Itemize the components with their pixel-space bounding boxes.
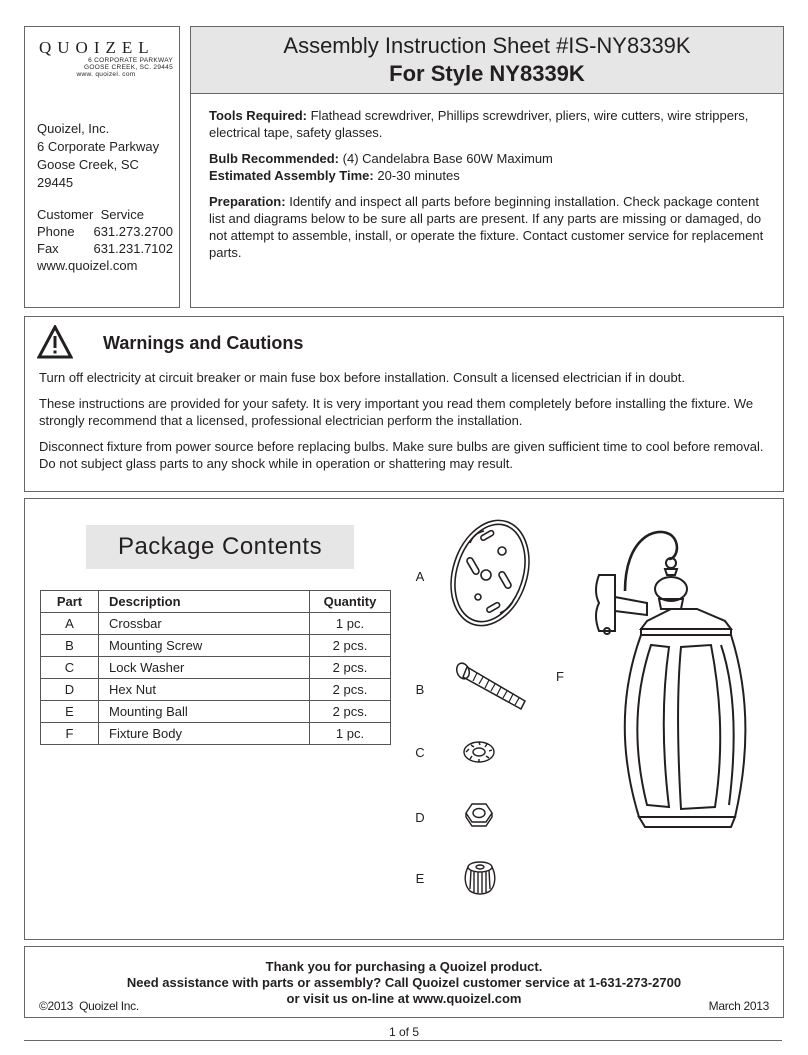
company-name: Quoizel, Inc. — [37, 121, 110, 136]
warning-paragraph: Turn off electricity at circuit breaker or main fuse box before installation. Consult a licensed electrician if in doubt. — [39, 370, 685, 385]
customer-service-label: Customer Service — [37, 207, 144, 222]
company-city: Goose Creek, SC — [37, 157, 139, 172]
company-website[interactable]: www.quoizel.com — [37, 258, 138, 273]
cell-description: Fixture Body — [99, 723, 310, 745]
warnings-title: Warnings and Cautions — [103, 333, 304, 353]
requirements-section — [209, 107, 769, 270]
table-header-row — [41, 591, 391, 613]
fixture-body-illustration — [585, 519, 765, 839]
company-address — [37, 120, 159, 192]
cell-part: C — [41, 657, 99, 679]
table-row — [41, 679, 391, 701]
company-info-box — [24, 26, 180, 308]
table-row — [41, 635, 391, 657]
table-row — [41, 723, 391, 745]
company-zip: 29445 — [37, 175, 74, 190]
logo-brand: QUOIZEL — [39, 38, 155, 57]
logo-address-line1: 6 CORPORATE PARKWAY — [88, 57, 173, 64]
company-contact — [37, 206, 173, 274]
prep-label: Preparation: — [209, 194, 286, 209]
col-quantity: Quantity — [310, 591, 391, 613]
cell-quantity: 2 pcs. — [310, 657, 391, 679]
tools-required — [209, 107, 769, 141]
tools-text: Flathead screwdriver, Phillips screwdriver, pliers, wire cutters, wire strippers, electrical tape, safety glasses. — [209, 108, 749, 140]
copyright: ©2013 Quoizel Inc. — [39, 999, 139, 1013]
mounting-ball-illustration — [462, 859, 498, 897]
cell-description: Hex Nut — [99, 679, 310, 701]
part-label-c: C — [415, 745, 425, 760]
quoizel-logo — [39, 39, 173, 78]
title-box — [190, 26, 784, 308]
warning-triangle-icon — [37, 325, 73, 359]
phone-label: Phone — [37, 224, 75, 239]
cell-quantity: 2 pcs. — [310, 701, 391, 723]
cell-quantity: 1 pc. — [310, 613, 391, 635]
cell-quantity: 2 pcs. — [310, 679, 391, 701]
warning-paragraph: Disconnect fixture from power source before replacing bulbs. Make sure bulbs are given sufficient time to cool before removal. Do not subject glass parts to any shock while in operation or shattering may result. — [39, 439, 764, 471]
footer-line1: Thank you for purchasing a Quoizel product. — [265, 959, 543, 974]
table-row — [41, 657, 391, 679]
cell-description: Lock Washer — [99, 657, 310, 679]
logo-url: www. quoizel. com — [76, 71, 136, 78]
cell-description: Mounting Screw — [99, 635, 310, 657]
table-row — [41, 613, 391, 635]
footer-line2: Need assistance with parts or assembly? Call Quoizel customer service at 1-631-273-2700 — [126, 975, 682, 990]
package-contents-title: Package Contents — [86, 525, 354, 569]
part-label-d: D — [415, 810, 425, 825]
lock-washer-illustration — [461, 739, 497, 767]
cell-part: F — [41, 723, 99, 745]
bulb-label: Bulb Recommended: — [209, 151, 340, 166]
title-band — [191, 27, 783, 94]
page-title: Assembly Instruction Sheet #IS-NY8339K — [283, 33, 691, 58]
mounting-screw-illustration — [453, 659, 533, 719]
part-label-f: F — [556, 669, 564, 684]
preparation — [209, 193, 769, 261]
time-label: Estimated Assembly Time: — [209, 168, 374, 183]
page-number: 1 of 5 — [388, 1025, 420, 1039]
parts-table — [40, 590, 391, 745]
part-label-e: E — [415, 871, 425, 886]
part-label-a: A — [415, 569, 425, 584]
col-description: Description — [99, 591, 310, 613]
bulb-text: (4) Candelabra Base 60W Maximum — [342, 151, 553, 166]
warnings-body — [39, 369, 779, 481]
cell-quantity: 1 pc. — [310, 723, 391, 745]
cell-description: Mounting Ball — [99, 701, 310, 723]
col-part: Part — [41, 591, 99, 613]
cell-quantity: 2 pcs. — [310, 635, 391, 657]
crossbar-illustration — [440, 513, 540, 633]
fax-label: Fax — [37, 241, 59, 256]
cell-part: B — [41, 635, 99, 657]
footer-line3: or visit us on-line at www.quoizel.com — [286, 991, 522, 1006]
footer-box — [24, 946, 784, 1018]
package-contents-box — [24, 498, 784, 940]
phone-row — [37, 223, 173, 240]
warnings-box — [24, 316, 784, 492]
bulb-recommended — [209, 150, 769, 167]
fax-number: 631.231.7102 — [93, 241, 173, 256]
logo-address-line2: GOOSE CREEK, SC. 29445 — [84, 64, 173, 71]
cell-part: D — [41, 679, 99, 701]
table-row — [41, 701, 391, 723]
assembly-time — [209, 167, 769, 184]
time-text: 20-30 minutes — [377, 168, 460, 183]
revision-date: March 2013 — [708, 999, 769, 1013]
page-subtitle: For Style NY8339K — [389, 61, 585, 86]
phone-number: 631.273.2700 — [93, 224, 173, 239]
cell-part: A — [41, 613, 99, 635]
cell-description: Crossbar — [99, 613, 310, 635]
part-label-b: B — [415, 682, 425, 697]
fax-row — [37, 240, 173, 257]
prep-text: Identify and inspect all parts before beginning installation. Check package content list and diagrams below to be sure all parts are present. If any parts are missing or damaged, do not attempt to assemble, install, or operate the fixture. Contact customer service for replacement parts. — [209, 194, 764, 260]
warning-paragraph: These instructions are provided for your safety. It is very important you read them completely before installing the fixture. We strongly recommend that a licensed, professional electrician perform the installation. — [39, 396, 754, 428]
page-divider — [24, 1040, 782, 1041]
hex-nut-illustration — [464, 801, 494, 829]
company-street: 6 Corporate Parkway — [37, 139, 160, 154]
tools-label: Tools Required: — [209, 108, 307, 123]
cell-part: E — [41, 701, 99, 723]
